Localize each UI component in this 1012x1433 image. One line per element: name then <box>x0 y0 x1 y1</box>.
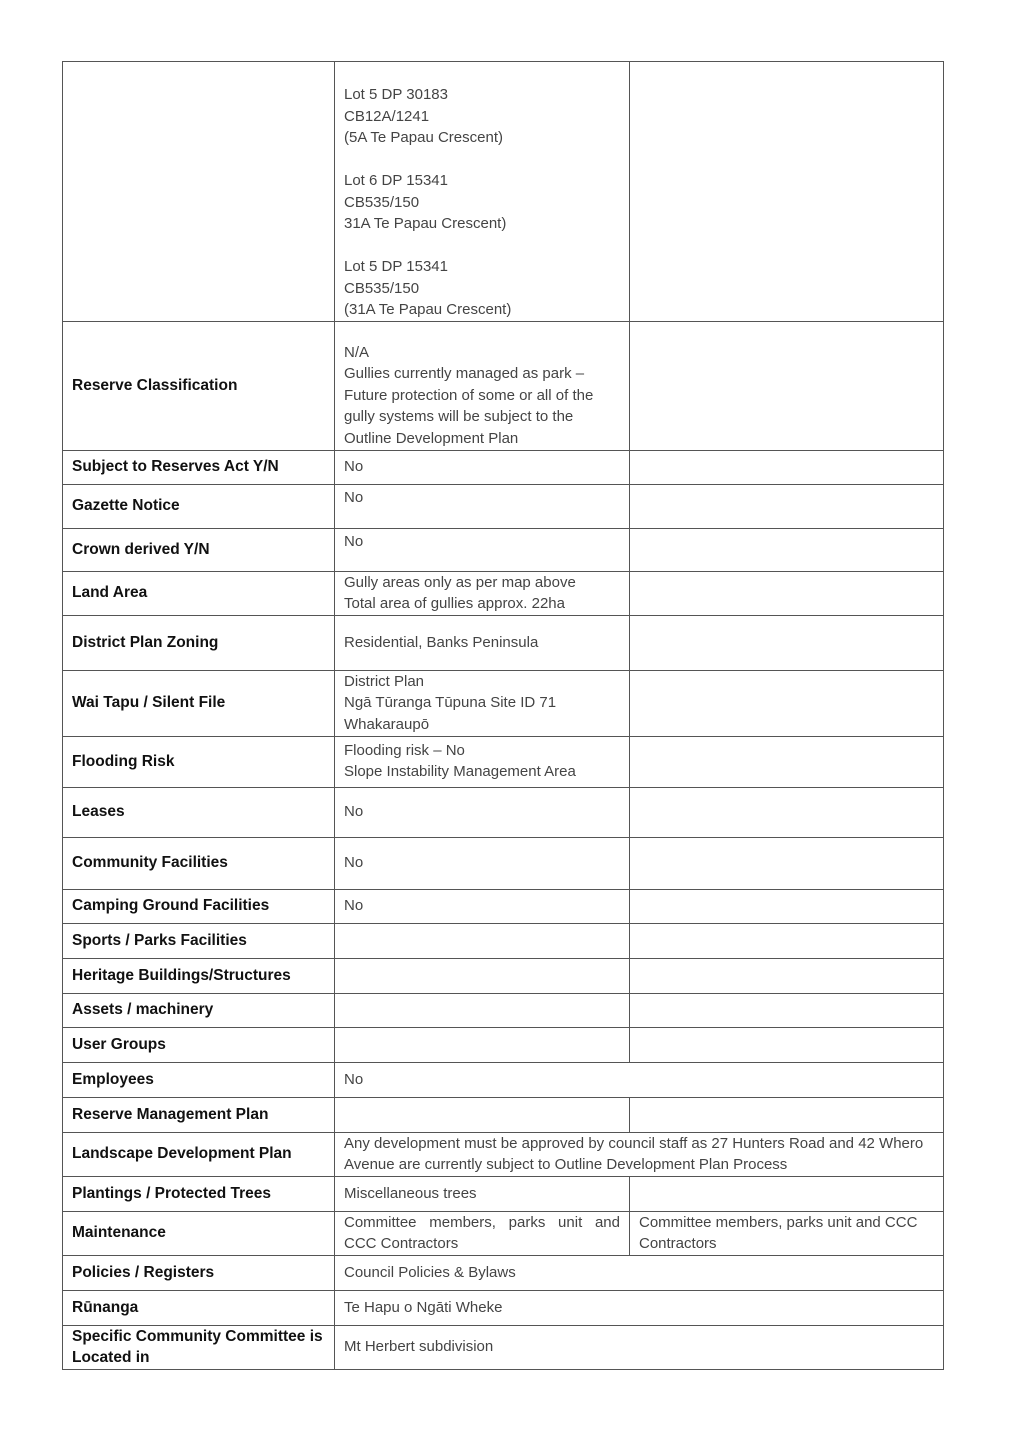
notes-cell <box>630 958 944 993</box>
table-row <box>63 528 944 571</box>
table-row <box>63 958 944 993</box>
maintenance-label: Maintenance <box>63 1211 335 1255</box>
wai-tapu-label: Wai Tapu / Silent File <box>63 670 335 736</box>
reserves-act-label: Subject to Reserves Act Y/N <box>63 450 335 484</box>
employees-label: Employees <box>63 1062 335 1097</box>
user-groups-label: User Groups <box>63 1027 335 1062</box>
table-row <box>63 571 944 615</box>
reserve-management-plan-value <box>335 1097 630 1132</box>
notes-cell <box>630 571 944 615</box>
label-cell-empty <box>63 62 335 322</box>
gazette-notice-value: No <box>335 484 630 528</box>
notes-cell <box>630 484 944 528</box>
notes-cell <box>630 993 944 1027</box>
table-row <box>63 1062 944 1097</box>
reserve-details-table-container <box>62 61 943 1370</box>
notes-cell <box>630 615 944 670</box>
user-groups-value <box>335 1027 630 1062</box>
policies-value: Council Policies & Bylaws <box>335 1255 944 1290</box>
landscape-development-plan-label: Landscape Development Plan <box>63 1132 335 1176</box>
table-row <box>63 484 944 528</box>
employees-value: No <box>335 1062 944 1097</box>
land-area-label: Land Area <box>63 571 335 615</box>
notes-cell <box>630 528 944 571</box>
table-row <box>63 321 944 450</box>
table-row <box>63 1255 944 1290</box>
gazette-notice-label: Gazette Notice <box>63 484 335 528</box>
community-facilities-value: No <box>335 837 630 889</box>
reserve-classification-value: N/A Gullies currently managed as park – Future protection of some or all of the gully systems will be subject to the Outline Development Plan <box>335 321 630 450</box>
specific-committee-value: Mt Herbert subdivision <box>335 1325 944 1369</box>
table-row <box>63 1290 944 1325</box>
table-row <box>63 1132 944 1176</box>
notes-cell <box>630 321 944 450</box>
leases-label: Leases <box>63 787 335 837</box>
sports-parks-label: Sports / Parks Facilities <box>63 923 335 958</box>
sports-parks-value <box>335 923 630 958</box>
notes-cell <box>630 1097 944 1132</box>
table-row <box>63 450 944 484</box>
maintenance-value-2: Committee members, parks unit and CCC Contractors <box>630 1211 944 1255</box>
wai-tapu-value: District Plan Ngā Tūranga Tūpuna Site ID 71 Whakaraupō <box>335 670 630 736</box>
district-plan-zoning-value: Residential, Banks Peninsula <box>335 615 630 670</box>
reserve-details-table <box>62 61 944 1370</box>
heritage-label: Heritage Buildings/Structures <box>63 958 335 993</box>
table-row <box>63 923 944 958</box>
flooding-risk-value: Flooding risk – No Slope Instability Management Area <box>335 736 630 787</box>
crown-derived-value: No <box>335 528 630 571</box>
table-row <box>63 837 944 889</box>
camping-ground-value: No <box>335 889 630 923</box>
heritage-value <box>335 958 630 993</box>
legal-description-cell: Lot 5 DP 30183 CB12A/1241 (5A Te Papau Crescent) Lot 6 DP 15341 CB535/150 31A Te Papau Crescent) Lot 5 DP 15341 CB535/150 (31A Te Papau Crescent) <box>335 62 630 322</box>
table-row <box>63 889 944 923</box>
landscape-development-plan-value: Any development must be approved by council staff as 27 Hunters Road and 42 Whero Avenue are currently subject to Outline Development Plan Process <box>335 1132 944 1176</box>
maintenance-value: Committee members, parks unit and CCC Contractors <box>335 1211 630 1255</box>
table-row <box>63 62 944 322</box>
table-row <box>63 1176 944 1211</box>
notes-cell <box>630 923 944 958</box>
crown-derived-label: Crown derived Y/N <box>63 528 335 571</box>
table-row <box>63 1325 944 1369</box>
notes-cell <box>630 62 944 322</box>
assets-value <box>335 993 630 1027</box>
reserves-act-value: No <box>335 450 630 484</box>
notes-cell <box>630 736 944 787</box>
table-row <box>63 1211 944 1255</box>
table-row <box>63 993 944 1027</box>
table-row <box>63 736 944 787</box>
notes-cell <box>630 670 944 736</box>
flooding-risk-label: Flooding Risk <box>63 736 335 787</box>
notes-cell <box>630 1176 944 1211</box>
leases-value: No <box>335 787 630 837</box>
table-row <box>63 1027 944 1062</box>
assets-label: Assets / machinery <box>63 993 335 1027</box>
plantings-value: Miscellaneous trees <box>335 1176 630 1211</box>
notes-cell <box>630 837 944 889</box>
reserve-classification-label: Reserve Classification <box>63 321 335 450</box>
table-row <box>63 670 944 736</box>
table-row <box>63 787 944 837</box>
policies-label: Policies / Registers <box>63 1255 335 1290</box>
land-area-value: Gully areas only as per map above Total area of gullies approx. 22ha <box>335 571 630 615</box>
notes-cell <box>630 450 944 484</box>
community-facilities-label: Community Facilities <box>63 837 335 889</box>
plantings-label: Plantings / Protected Trees <box>63 1176 335 1211</box>
notes-cell <box>630 1027 944 1062</box>
camping-ground-label: Camping Ground Facilities <box>63 889 335 923</box>
runanga-label: Rūnanga <box>63 1290 335 1325</box>
reserve-management-plan-label: Reserve Management Plan <box>63 1097 335 1132</box>
table-row <box>63 615 944 670</box>
runanga-value: Te Hapu o Ngāti Wheke <box>335 1290 944 1325</box>
district-plan-zoning-label: District Plan Zoning <box>63 615 335 670</box>
notes-cell <box>630 787 944 837</box>
table-row <box>63 1097 944 1132</box>
specific-committee-label: Specific Community Committee is Located in <box>63 1325 335 1369</box>
notes-cell <box>630 889 944 923</box>
